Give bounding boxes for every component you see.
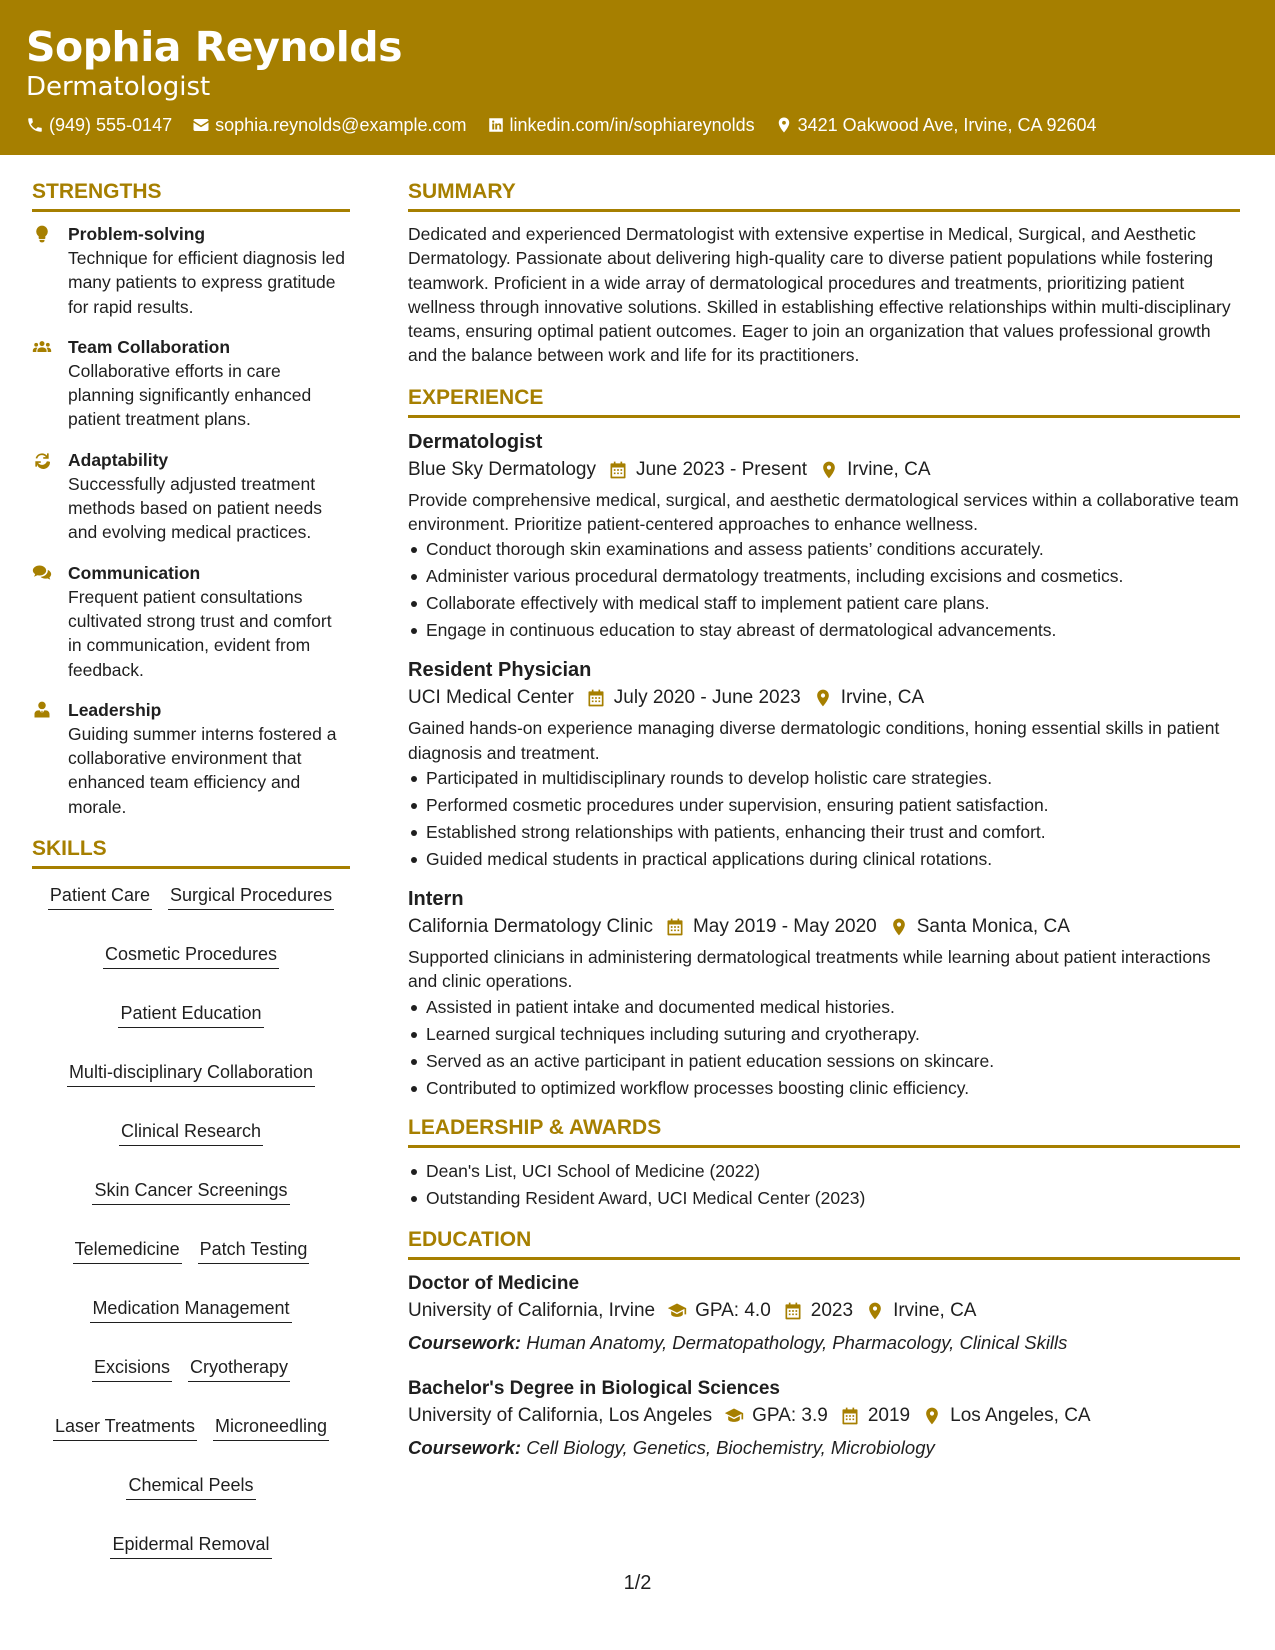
coursework (408, 1329, 1240, 1357)
bullet-item: Conduct thorough skin examinations and assess patients’ conditions accurately. (408, 536, 1240, 563)
strength-title: Leadership (68, 699, 162, 720)
job-bullets (408, 536, 1240, 644)
school-name: University of California, Los Angeles (408, 1404, 713, 1426)
education-entry (408, 1270, 1240, 1357)
graduation-cap-icon (724, 1406, 744, 1426)
education-entry (408, 1375, 1240, 1462)
education-meta (408, 1297, 1240, 1325)
job-location: Santa Monica, CA (916, 915, 1070, 937)
contact-bar (26, 114, 1249, 136)
strength-desc: Guiding summer interns fostered a collaborative environment that enhanced team efficiency and morale. (68, 723, 337, 817)
job-location: Irvine, CA (840, 687, 925, 709)
contact-address (775, 114, 1097, 136)
job-dates: July 2020 - June 2023 (613, 687, 801, 709)
calendar-icon (840, 1406, 860, 1426)
graduation-year: 2019 (867, 1404, 911, 1426)
coursework-label: Coursework: (408, 1436, 522, 1458)
job-title: Resident Physician (408, 659, 592, 682)
job-dates: June 2023 - Present (635, 458, 808, 480)
job-bullets (408, 994, 1240, 1102)
map-pin-icon (865, 1301, 885, 1321)
skill-tag: Cosmetic Procedures (103, 942, 279, 969)
skill-tag: Medication Management (90, 1296, 291, 1323)
strength-item (32, 448, 350, 545)
map-pin-icon (922, 1406, 942, 1426)
experience-heading: EXPERIENCE (408, 384, 1240, 418)
education-heading: EDUCATION (408, 1226, 1240, 1260)
skill-tag: Excisions (92, 1355, 172, 1382)
skill-tag: Skin Cancer Screenings (92, 1178, 289, 1205)
job-meta (408, 913, 1240, 941)
users-icon (32, 337, 52, 357)
calendar-icon (586, 688, 606, 708)
lightbulb-icon (32, 224, 52, 244)
skill-tag: Microneedling (213, 1414, 329, 1441)
school-location: Los Angeles, CA (950, 1404, 1091, 1426)
phone-icon (26, 116, 44, 134)
bullet-item: Engage in continuous education to stay abreast of dermatological advancements. (408, 617, 1240, 644)
school-location: Irvine, CA (893, 1299, 977, 1321)
bullet-item: Contributed to optimized workflow processes boosting clinic efficiency. (408, 1075, 1240, 1102)
gpa: GPA: 3.9 (752, 1404, 828, 1426)
strength-title: Problem-solving (68, 224, 206, 244)
strength-desc: Collaborative efforts in care planning significantly enhanced patient treatment plans. (68, 360, 312, 430)
strengths-heading: STRENGTHS (32, 178, 350, 212)
skill-tag: Multi-disciplinary Collaboration (67, 1060, 315, 1087)
resume-header (0, 0, 1275, 155)
summary-text: Dedicated and experienced Dermatologist with extensive expertise in Medical, Surgical, and Aesthetic Dermatology. Passionate about delivering high-quality care to diverse patient populations while fostering teamwork. Proficient in a wide array of dermatological procedures and treatments, prioritizing patient wellness through innovative solutions. Skilled in establishing effective relationships within multi-disciplinary teams, ensuring optimal patient outcomes. Eager to join an organization that values professional growth and the balance between work and life for its practitioners. (408, 224, 1231, 366)
job-entry (408, 656, 1240, 873)
education-meta (408, 1402, 1240, 1430)
job-meta (408, 684, 1240, 712)
bullet-item: Assisted in patient intake and documented medical histories. (408, 994, 1240, 1021)
skill-tag: Chemical Peels (126, 1473, 255, 1500)
strength-item (32, 698, 350, 819)
skill-tag: Telemedicine (73, 1237, 182, 1264)
skill-tag: Patient Care (48, 883, 152, 910)
graduation-year: 2023 (810, 1299, 854, 1321)
job-description: Supported clinicians in administering dermatological treatments while learning about patient interactions and clinic operations. (408, 946, 1211, 992)
bullet-item: Performed cosmetic procedures under supervision, ensuring patient satisfaction. (408, 792, 1240, 819)
address-text: 3421 Oakwood Ave, Irvine, CA 92604 (797, 115, 1097, 135)
strength-item (32, 335, 350, 432)
strength-desc: Technique for efficient diagnosis led many patients to express gratitude for rapid results. (68, 248, 345, 317)
skill-tag: Patch Testing (198, 1237, 310, 1264)
map-pin-icon (819, 460, 839, 480)
envelope-icon (192, 116, 210, 134)
sync-icon (32, 450, 52, 470)
summary-heading: SUMMARY (408, 178, 1240, 212)
bullet-item: Participated in multidisciplinary rounds to develop holistic care strategies. (408, 765, 1240, 792)
contact-linkedin[interactable] (487, 114, 755, 136)
strength-item (32, 222, 350, 319)
contact-email[interactable] (192, 114, 466, 136)
skill-tag: Laser Treatments (53, 1414, 197, 1441)
gpa: GPA: 4.0 (695, 1299, 771, 1321)
award-item: Dean's List, UCI School of Medicine (2022) (408, 1158, 1240, 1185)
award-item: Outstanding Resident Award, UCI Medical Center (2023) (408, 1185, 1240, 1212)
graduation-cap-icon (667, 1301, 687, 1321)
job-dates: May 2019 - May 2020 (692, 915, 877, 937)
bullet-item: Served as an active participant in patient education sessions on skincare. (408, 1048, 1240, 1075)
strengths-list (32, 222, 350, 819)
job-entry (408, 428, 1240, 645)
strength-desc: Frequent patient consultations cultivated strong trust and comfort in communication, evident from feedback. (68, 586, 332, 680)
skill-tag: Patient Education (118, 1001, 263, 1028)
coursework-list: Human Anatomy, Dermatopathology, Pharmacology, Clinical Skills (526, 1331, 1068, 1353)
job-meta (408, 456, 1240, 484)
email-text: sophia.reynolds@example.com (215, 115, 467, 135)
page-number: 1/2 (623, 1572, 652, 1594)
degree-title: Bachelor's Degree in Biological Sciences (408, 1377, 780, 1399)
bullet-item: Collaborate effectively with medical staff to implement patient care plans. (408, 590, 1240, 617)
candidate-role: Dermatologist (26, 72, 211, 102)
linkedin-icon (487, 116, 505, 134)
job-company: California Dermatology Clinic (408, 915, 653, 937)
job-description: Provide comprehensive medical, surgical, and aesthetic dermatological services within a collaborative team environment. Prioritize patient-centered approaches to enhance wellness. (408, 489, 1239, 535)
skill-tag: Surgical Procedures (168, 883, 334, 910)
coursework-list: Cell Biology, Genetics, Biochemistry, Microbiology (526, 1436, 935, 1458)
calendar-icon (608, 460, 628, 480)
awards-list (408, 1158, 1240, 1212)
user-tie-icon (32, 700, 52, 720)
job-company: UCI Medical Center (408, 687, 574, 709)
candidate-name: Sophia Reynolds (26, 23, 402, 71)
job-company: Blue Sky Dermatology (408, 458, 596, 480)
left-column (32, 178, 350, 1559)
skills-heading: SKILLS (32, 835, 350, 869)
job-title: Dermatologist (408, 430, 543, 453)
bullet-item: Learned surgical techniques including suturing and cryotherapy. (408, 1021, 1240, 1048)
calendar-icon (665, 917, 685, 937)
phone-text: (949) 555-0147 (49, 115, 173, 135)
job-location: Irvine, CA (847, 458, 931, 480)
map-pin-icon (775, 116, 793, 134)
contact-phone[interactable] (26, 114, 172, 136)
map-pin-icon (813, 688, 833, 708)
comments-icon (32, 563, 52, 583)
skill-tag: Epidermal Removal (110, 1532, 271, 1559)
strength-title: Communication (68, 562, 201, 583)
linkedin-text: linkedin.com/in/sophiareynolds (509, 115, 755, 135)
skill-tag: Cryotherapy (188, 1355, 290, 1382)
bullet-item: Established strong relationships with patients, enhancing their trust and comfort. (408, 819, 1240, 846)
strength-title: Adaptability (68, 449, 169, 470)
bullet-item: Guided medical students in practical applications during clinical rotations. (408, 846, 1240, 873)
coursework (408, 1434, 1240, 1462)
job-bullets (408, 765, 1240, 873)
skill-tag: Clinical Research (119, 1119, 263, 1146)
job-entry (408, 885, 1240, 1102)
map-pin-icon (889, 917, 909, 937)
calendar-icon (783, 1301, 803, 1321)
bullet-item: Administer various procedural dermatology treatments, including excisions and cosmetics. (408, 563, 1240, 590)
awards-heading: LEADERSHIP & AWARDS (408, 1114, 1240, 1148)
degree-title: Doctor of Medicine (408, 1272, 580, 1294)
school-name: University of California, Irvine (408, 1299, 656, 1321)
strength-title: Team Collaboration (68, 336, 231, 357)
job-description: Gained hands-on experience managing diverse dermatologic conditions, honing essential skills in patient diagnosis and treatment. (408, 718, 1220, 763)
strength-item (32, 561, 350, 682)
strength-desc: Successfully adjusted treatment methods based on patient needs and evolving medical practices. (68, 473, 322, 543)
right-column (408, 178, 1240, 1480)
job-title: Intern (408, 887, 464, 910)
coursework-label: Coursework: (408, 1331, 522, 1353)
skills-list (32, 879, 350, 1559)
